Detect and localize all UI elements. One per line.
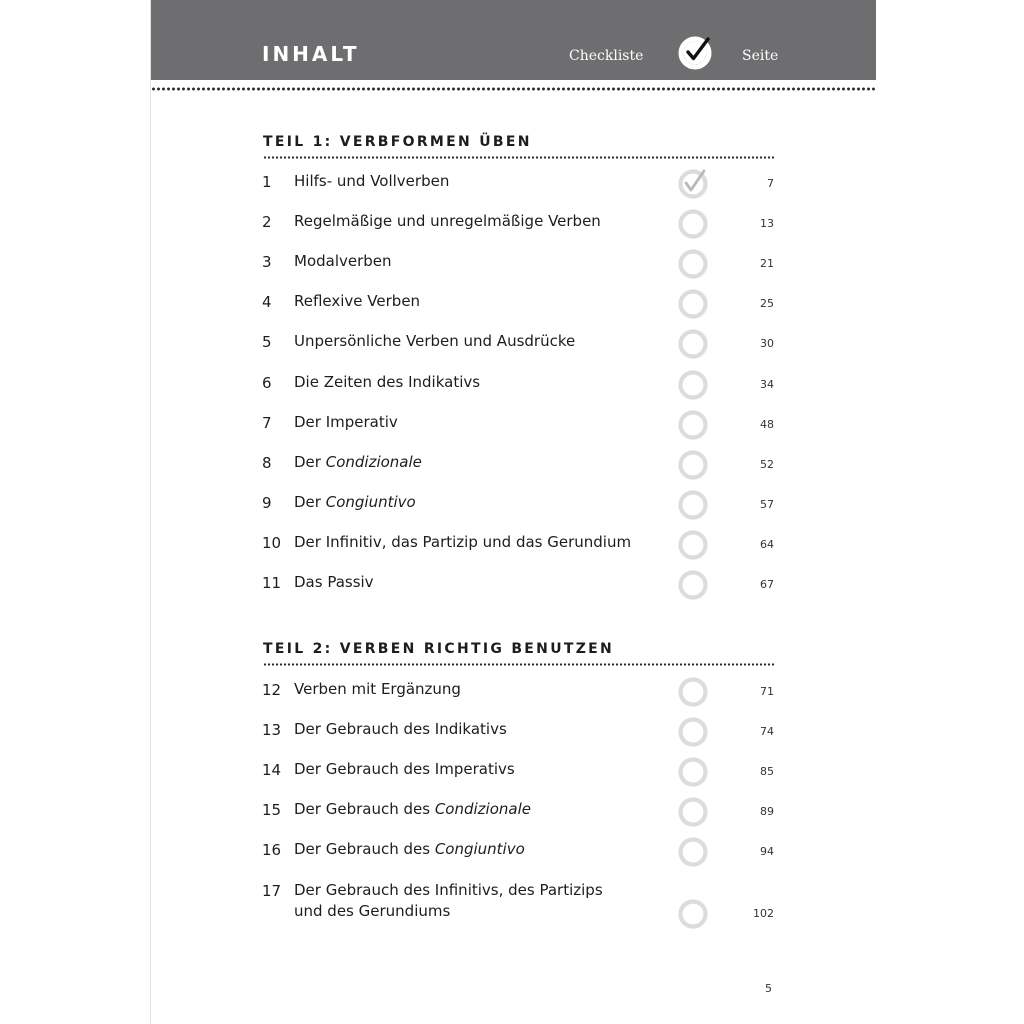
page-column-label: Seite xyxy=(742,48,779,64)
toc-entry[interactable] xyxy=(151,761,876,791)
checkbox-circle-icon[interactable] xyxy=(678,490,708,520)
page-header xyxy=(151,0,876,80)
checkbox-circle-icon[interactable] xyxy=(678,450,708,480)
checkbox-circle-icon[interactable] xyxy=(678,837,708,867)
entry-title xyxy=(294,452,422,473)
entry-title-line2: und des Gerundiums xyxy=(294,901,451,920)
entry-title-text: Unpersönliche Verben und Ausdrücke xyxy=(294,332,576,351)
entry-title xyxy=(294,532,631,553)
section-divider xyxy=(263,663,775,666)
entry-title-text: Der xyxy=(294,492,326,511)
entry-page-number: 52 xyxy=(760,457,774,471)
entry-title-text: Der Gebrauch des xyxy=(294,800,435,819)
entry-title-text: Der Gebrauch des Indikativs xyxy=(294,720,507,739)
entry-title-text: Die Zeiten des Indikativs xyxy=(294,372,481,391)
entry-title xyxy=(294,211,601,232)
entry-title-text: Hilfs- und Vollverben xyxy=(294,172,450,190)
entry-page-number: 7 xyxy=(767,177,774,190)
checkbox-circle-icon[interactable] xyxy=(678,899,708,929)
entry-title-text: Regelmäßige und unregelmäßige Verben xyxy=(294,212,601,231)
entry-number: 8 xyxy=(262,453,272,472)
entry-title-text: Der Imperativ xyxy=(294,412,398,431)
entry-page-number: 30 xyxy=(760,337,774,351)
entry-page-number: 13 xyxy=(760,217,774,231)
entry-page-number: 25 xyxy=(760,297,774,311)
section-divider xyxy=(263,156,775,159)
entry-page-number: 64 xyxy=(760,537,774,551)
entry-title xyxy=(294,492,416,513)
section-title: TEIL 1: VERBFORMEN ÜBEN xyxy=(263,134,532,150)
entry-title-italic: Congiuntivo xyxy=(434,840,525,859)
entry-title-text: Das Passiv xyxy=(294,573,374,591)
checkbox-circle-icon[interactable] xyxy=(678,570,708,600)
document-page xyxy=(150,0,877,1024)
entry-number: 9 xyxy=(262,493,272,512)
checkbox-circle-icon[interactable] xyxy=(678,717,708,747)
checkbox-circle-icon[interactable] xyxy=(678,209,708,239)
entry-page-number: 89 xyxy=(760,805,774,819)
toc-entry[interactable] xyxy=(151,333,876,363)
toc-entry[interactable] xyxy=(151,801,876,831)
toc-entry[interactable] xyxy=(151,253,876,283)
checkbox-circle-icon[interactable] xyxy=(678,797,708,827)
entry-number: 3 xyxy=(262,253,272,272)
toc-entry[interactable] xyxy=(151,534,876,564)
entry-title-text: Der xyxy=(294,452,326,471)
entry-page-number: 57 xyxy=(760,497,774,511)
checkbox-circle-icon[interactable] xyxy=(678,249,708,279)
toc-entry[interactable] xyxy=(151,374,876,404)
toc-entry[interactable] xyxy=(151,293,876,323)
entry-number: 11 xyxy=(262,574,282,592)
entry-number: 4 xyxy=(262,293,272,312)
checkbox-circle-icon[interactable] xyxy=(678,757,708,787)
header-divider xyxy=(151,87,876,91)
entry-number: 1 xyxy=(262,173,272,191)
entry-number: 2 xyxy=(262,213,272,232)
section-title: TEIL 2: VERBEN RICHTIG BENUTZEN xyxy=(263,641,615,657)
entry-title xyxy=(294,880,603,922)
entry-title xyxy=(294,251,392,272)
entry-number: 17 xyxy=(262,881,282,900)
checkmark-circle-icon xyxy=(678,34,714,70)
entry-number: 14 xyxy=(262,761,282,780)
entry-number: 7 xyxy=(262,413,272,432)
entry-title xyxy=(294,291,420,312)
toc-entry[interactable] xyxy=(151,681,876,711)
entry-title xyxy=(294,679,461,700)
entry-number: 12 xyxy=(262,681,282,699)
entry-title-italic: Condizionale xyxy=(325,452,422,471)
checkbox-circle-icon[interactable] xyxy=(678,289,708,319)
checkbox-circle-icon[interactable] xyxy=(678,530,708,560)
toc-entry[interactable] xyxy=(151,841,876,871)
checked-circle-icon[interactable] xyxy=(678,169,708,199)
entry-title-italic: Condizionale xyxy=(434,800,531,819)
entry-title xyxy=(294,372,480,393)
entry-page-number: 74 xyxy=(760,725,774,739)
toc-entry[interactable] xyxy=(151,454,876,484)
entry-title xyxy=(294,839,525,860)
entry-title-text: Der Gebrauch des Infinitivs, des Partizips xyxy=(294,880,603,899)
entry-title-text: Der Gebrauch des xyxy=(294,840,435,859)
entry-title xyxy=(294,719,507,740)
toc-entry[interactable] xyxy=(151,882,876,932)
page-number: 5 xyxy=(765,982,772,995)
checkbox-circle-icon[interactable] xyxy=(678,370,708,400)
entry-page-number: 71 xyxy=(760,685,774,698)
entry-page-number: 48 xyxy=(760,417,774,431)
page-title: INHALT xyxy=(262,42,360,66)
entry-page-number: 102 xyxy=(753,906,774,920)
entry-title xyxy=(294,572,374,593)
entry-page-number: 34 xyxy=(760,377,774,391)
checklist-label: Checkliste xyxy=(569,48,644,64)
entry-number: 16 xyxy=(262,841,282,860)
entry-title xyxy=(294,412,398,433)
entry-title xyxy=(294,331,575,352)
entry-number: 15 xyxy=(262,801,282,820)
entry-title-text: Modalverben xyxy=(294,252,392,271)
toc-entry[interactable] xyxy=(151,574,876,604)
entry-title-text: Reflexive Verben xyxy=(294,292,421,311)
entry-page-number: 21 xyxy=(760,257,774,271)
entry-title xyxy=(294,799,531,820)
entry-title-italic: Congiuntivo xyxy=(325,492,416,511)
entry-title xyxy=(294,759,515,780)
toc-entry[interactable] xyxy=(151,494,876,524)
checkbox-circle-icon[interactable] xyxy=(678,410,708,440)
entry-title-text: Der Infinitiv, das Partizip und das Gerundium xyxy=(294,532,632,551)
entry-title-text: Der Gebrauch des Imperativs xyxy=(294,760,515,779)
entry-number: 6 xyxy=(262,373,272,392)
toc-entry[interactable] xyxy=(151,173,876,203)
entry-title-text: Verben mit Ergänzung xyxy=(294,680,461,698)
entry-number: 13 xyxy=(262,721,282,740)
entry-number: 5 xyxy=(262,333,272,352)
entry-page-number: 94 xyxy=(760,845,774,859)
checkbox-circle-icon[interactable] xyxy=(678,677,708,707)
entry-page-number: 67 xyxy=(760,578,774,591)
toc-entry[interactable] xyxy=(151,213,876,243)
entry-page-number: 85 xyxy=(760,765,774,779)
entry-number: 10 xyxy=(262,533,282,552)
entry-title xyxy=(294,171,449,192)
checkbox-circle-icon[interactable] xyxy=(678,329,708,359)
toc-entry[interactable] xyxy=(151,721,876,751)
toc-entry[interactable] xyxy=(151,414,876,444)
